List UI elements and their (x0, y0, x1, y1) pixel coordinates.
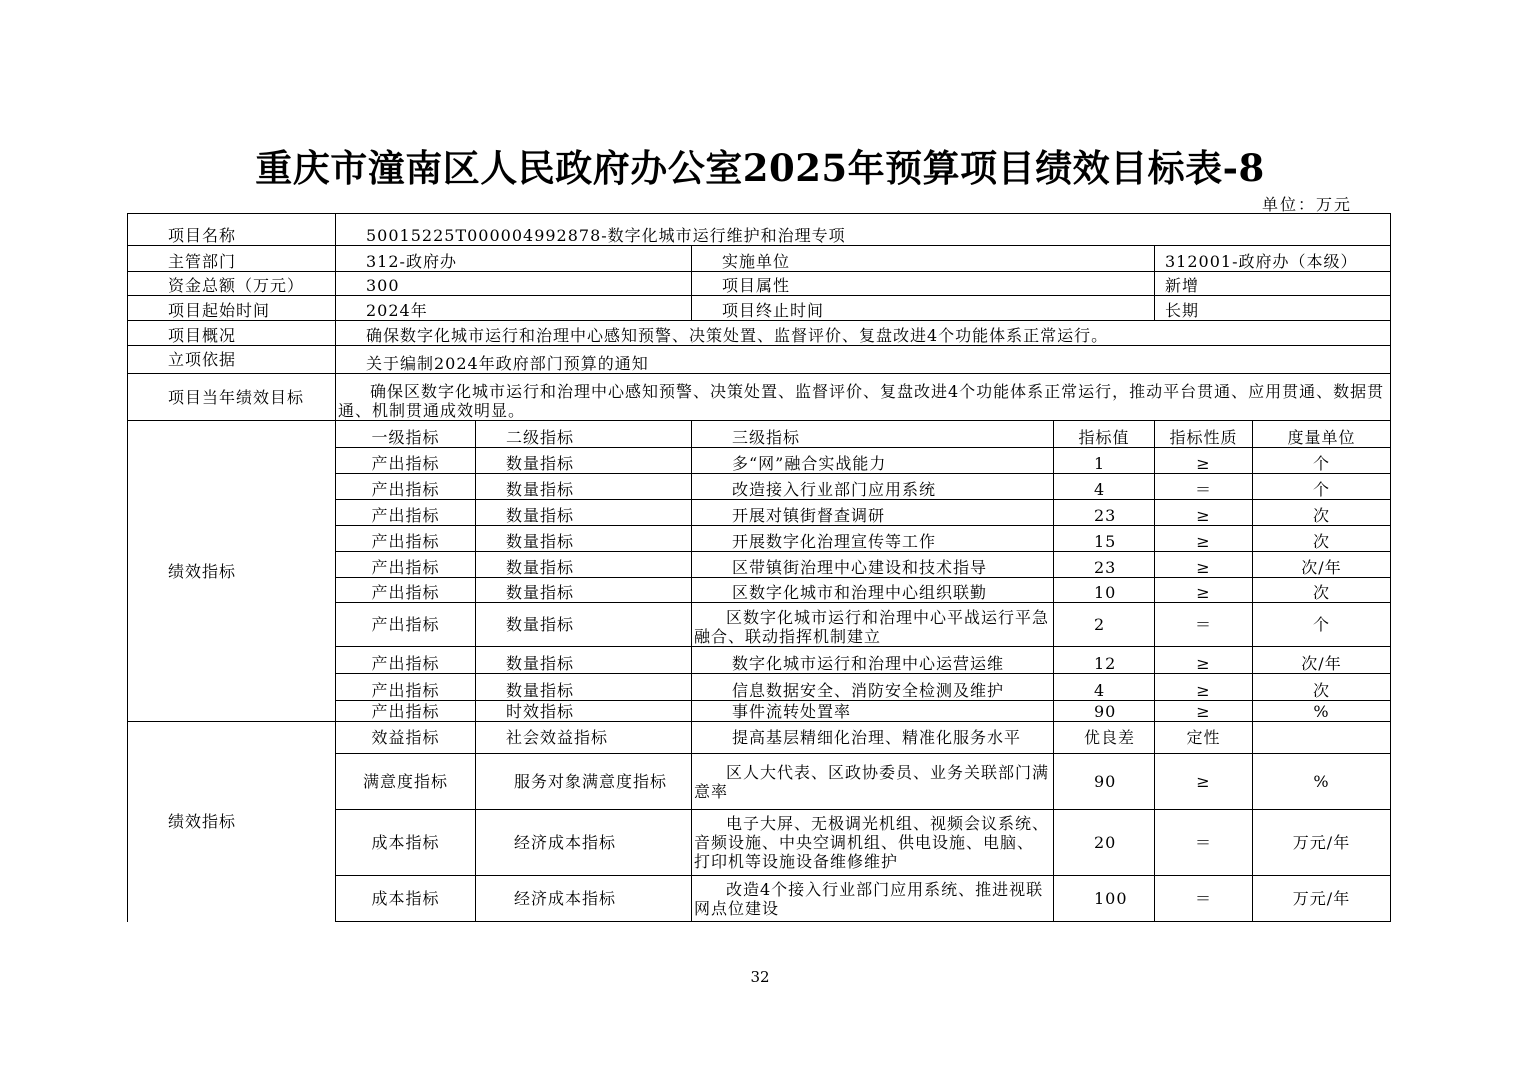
l2-cell: 数量指标 (476, 647, 692, 674)
header-l3: 三级指标 (692, 421, 1054, 448)
unit-cell: 万元/年 (1253, 876, 1391, 922)
l2-cell: 数量指标 (476, 552, 692, 578)
val-cell: 12 (1054, 647, 1155, 674)
l3-cell: 区带镇街治理中心建设和技术指导 (692, 552, 1054, 578)
dept-label: 主管部门 (128, 246, 336, 272)
basis-value: 关于编制2024年政府部门预算的通知 (336, 346, 1391, 374)
basis-label: 立项依据 (128, 346, 336, 374)
row-goal (128, 374, 1391, 421)
l3-cell: 区数字化城市和治理中心组织联勤 (692, 578, 1054, 603)
op-cell: ≥ (1155, 578, 1253, 603)
attr-value: 新增 (1155, 272, 1391, 296)
name-value: 50015225T000004992878-数字化城市运行维护和治理专项 (336, 214, 1391, 246)
val-cell: 100 (1054, 876, 1155, 922)
attr-label: 项目属性 (692, 272, 1155, 296)
val-cell: 2 (1054, 603, 1155, 647)
val-cell: 15 (1054, 526, 1155, 552)
l1-cell: 产出指标 (336, 578, 476, 603)
op-cell: ≥ (1155, 701, 1253, 722)
l2-cell: 数量指标 (476, 500, 692, 526)
l2-cell: 社会效益指标 (476, 722, 692, 754)
val-cell: 4 (1054, 474, 1155, 500)
val-cell: 20 (1054, 810, 1155, 876)
row-fund (128, 272, 1391, 296)
l1-cell: 成本指标 (336, 810, 476, 876)
l2-cell: 数量指标 (476, 448, 692, 474)
start-label: 项目起始时间 (128, 296, 336, 321)
val-cell: 23 (1054, 500, 1155, 526)
l3-cell: 提高基层精细化治理、精准化服务水平 (692, 722, 1054, 754)
end-value: 长期 (1155, 296, 1391, 321)
op-cell: ≥ (1155, 674, 1253, 701)
l2-cell: 数量指标 (476, 526, 692, 552)
unit-label: 单位：万元 (1261, 195, 1352, 214)
unit-cell: % (1253, 701, 1391, 722)
perf-label-1: 绩效指标 (128, 421, 336, 722)
op-cell: ≥ (1155, 552, 1253, 578)
goal-value: 确保区数字化城市运行和治理中心感知预警、决策处置、监督评价、复盘改进4个功能体系正常运行，推动平台贯通、应用贯通、数据贯通、机制贯通成效明显。 (336, 374, 1391, 421)
l1-cell: 效益指标 (336, 722, 476, 754)
unit-cell: 次/年 (1253, 647, 1391, 674)
val-cell: 1 (1054, 448, 1155, 474)
header-unit: 度量单位 (1253, 421, 1391, 448)
l2-cell: 数量指标 (476, 578, 692, 603)
val-cell: 90 (1054, 754, 1155, 810)
op-cell: ≥ (1155, 754, 1253, 810)
row-project-name (128, 214, 1391, 246)
l3-cell: 数字化城市运行和治理中心运营运维 (692, 647, 1054, 674)
impl-value: 312001-政府办（本级） (1155, 246, 1391, 272)
name-label: 项目名称 (128, 214, 336, 246)
l2-cell: 时效指标 (476, 701, 692, 722)
page-title: 重庆市潼南区人民政府办公室2025年预算项目绩效目标表-8 (255, 146, 1265, 190)
page-number: 32 (750, 968, 770, 986)
l3-cell: 多“网”融合实战能力 (692, 448, 1054, 474)
l1-cell: 产出指标 (336, 603, 476, 647)
overview-label: 项目概况 (128, 321, 336, 346)
l3-cell: 改造4个接入行业部门应用系统、推进视联网点位建设 (692, 876, 1054, 922)
unit-cell: 个 (1253, 448, 1391, 474)
l3-cell: 信息数据安全、消防安全检测及维护 (692, 674, 1054, 701)
l2-cell: 数量指标 (476, 674, 692, 701)
op-cell: ＝ (1155, 603, 1253, 647)
l1-cell: 产出指标 (336, 474, 476, 500)
val-cell: 90 (1054, 701, 1155, 722)
l2-cell: 经济成本指标 (476, 810, 692, 876)
val-cell: 10 (1054, 578, 1155, 603)
unit-cell: 次 (1253, 674, 1391, 701)
unit-cell: 次 (1253, 500, 1391, 526)
l1-cell: 产出指标 (336, 552, 476, 578)
unit-cell: 个 (1253, 603, 1391, 647)
overview-value: 确保数字化城市运行和治理中心感知预警、决策处置、监督评价、复盘改进4个功能体系正常运行。 (336, 321, 1391, 346)
l1-cell: 产出指标 (336, 701, 476, 722)
unit-cell: 次/年 (1253, 552, 1391, 578)
l3-cell: 开展对镇街督查调研 (692, 500, 1054, 526)
start-value: 2024年 (336, 296, 692, 321)
op-cell: ≥ (1155, 500, 1253, 526)
performance-table (127, 213, 1391, 922)
fund-label: 资金总额（万元） (128, 272, 336, 296)
row-time (128, 296, 1391, 321)
l1-cell: 成本指标 (336, 876, 476, 922)
l3-cell: 区数字化城市运行和治理中心平战运行平急融合、联动指挥机制建立 (692, 603, 1054, 647)
l3-cell: 开展数字化治理宣传等工作 (692, 526, 1054, 552)
dept-value: 312-政府办 (336, 246, 692, 272)
unit-cell: % (1253, 754, 1391, 810)
op-cell: 定性 (1155, 722, 1253, 754)
row-basis (128, 346, 1391, 374)
l1-cell: 产出指标 (336, 500, 476, 526)
perf-label-2: 绩效指标 (128, 722, 336, 922)
header-op: 指标性质 (1155, 421, 1253, 448)
l1-cell: 产出指标 (336, 674, 476, 701)
unit-cell (1253, 722, 1391, 754)
l3-cell: 改造接入行业部门应用系统 (692, 474, 1054, 500)
row-overview (128, 321, 1391, 346)
op-cell: ≥ (1155, 448, 1253, 474)
unit-cell: 次 (1253, 526, 1391, 552)
l2-cell: 数量指标 (476, 603, 692, 647)
unit-cell: 个 (1253, 474, 1391, 500)
table-row (128, 722, 1391, 754)
l2-cell: 服务对象满意度指标 (476, 754, 692, 810)
l3-cell: 区人大代表、区政协委员、业务关联部门满意率 (692, 754, 1054, 810)
row-dept (128, 246, 1391, 272)
l3-cell: 电子大屏、无极调光机组、视频会议系统、音频设施、中央空调机组、供电设施、电脑、打印机等设施设备维修维护 (692, 810, 1054, 876)
l1-cell: 产出指标 (336, 647, 476, 674)
l1-cell: 产出指标 (336, 448, 476, 474)
l3-cell: 事件流转处置率 (692, 701, 1054, 722)
val-cell: 优良差 (1054, 722, 1155, 754)
unit-cell: 万元/年 (1253, 810, 1391, 876)
op-cell: ＝ (1155, 474, 1253, 500)
op-cell: ＝ (1155, 810, 1253, 876)
l1-cell: 产出指标 (336, 526, 476, 552)
val-cell: 23 (1054, 552, 1155, 578)
op-cell: ≥ (1155, 647, 1253, 674)
goal-label: 项目当年绩效目标 (128, 374, 336, 421)
perf-header-row (128, 421, 1391, 448)
fund-value: 300 (336, 272, 692, 296)
op-cell: ＝ (1155, 876, 1253, 922)
unit-cell: 次 (1253, 578, 1391, 603)
header-l1: 一级指标 (336, 421, 476, 448)
l2-cell: 数量指标 (476, 474, 692, 500)
end-label: 项目终止时间 (692, 296, 1155, 321)
l1-cell: 满意度指标 (336, 754, 476, 810)
val-cell: 4 (1054, 674, 1155, 701)
header-val: 指标值 (1054, 421, 1155, 448)
op-cell: ≥ (1155, 526, 1253, 552)
impl-label: 实施单位 (692, 246, 1155, 272)
header-l2: 二级指标 (476, 421, 692, 448)
l2-cell: 经济成本指标 (476, 876, 692, 922)
